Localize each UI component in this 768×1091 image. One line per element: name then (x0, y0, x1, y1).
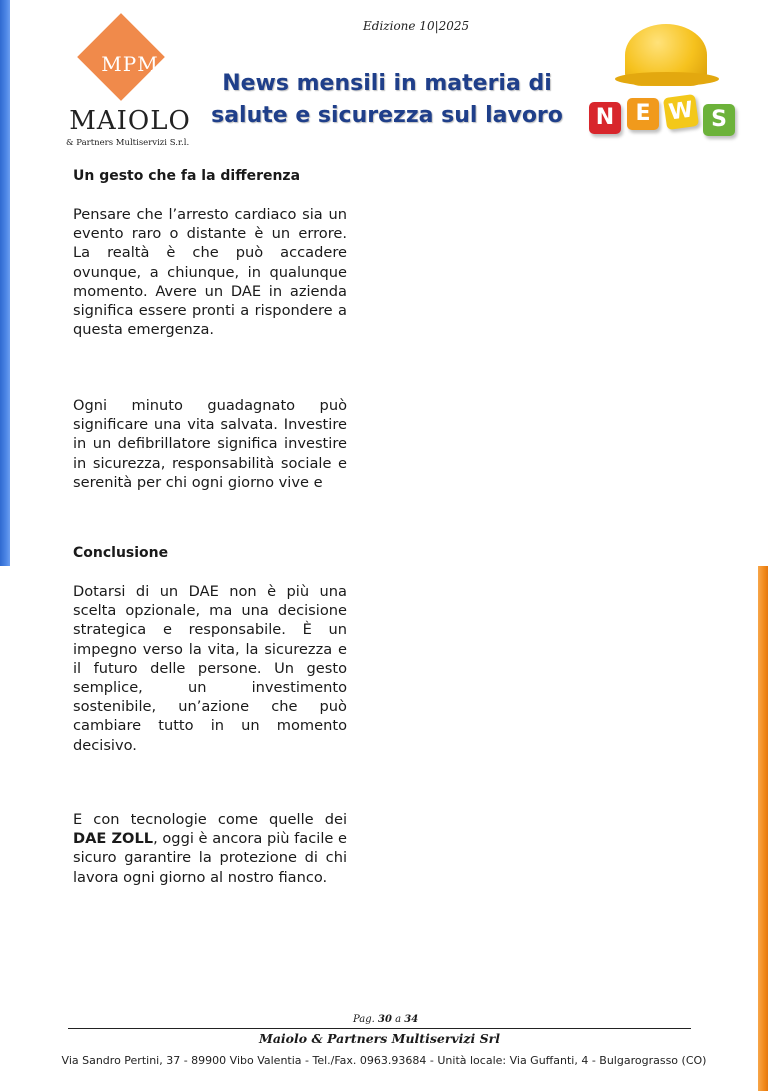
footer-company-name: Maiolo & Partners Multiservizi Srl (259, 1031, 500, 1046)
news-illustration (585, 18, 755, 158)
dae-zoll-text-before: E con tecnologie come quelle dei (73, 811, 347, 828)
title-line-2: salute e sicurezza sul lavoro (211, 103, 563, 128)
hard-hat-brim (615, 72, 719, 86)
edition-label: Edizione 10|2025 (363, 19, 470, 33)
dae-zoll-bold: DAE ZOLL (73, 830, 154, 848)
paragraph-dae-zoll (73, 810, 347, 887)
section-heading-conclusione: Conclusione (73, 545, 169, 561)
logo-mark-text: MPM (101, 52, 159, 76)
news-cube-e: E (627, 98, 659, 130)
news-cube-n: N (589, 102, 621, 134)
footer-divider (68, 1028, 691, 1029)
newsletter-title (206, 68, 568, 132)
company-logo (62, 22, 198, 152)
page-separator: a (395, 1014, 402, 1025)
logo-subtitle-text: & Partners Multiservizi S.r.l. (66, 138, 190, 148)
title-line-1: News mensili in materia di (222, 71, 552, 96)
page-total: 34 (404, 1014, 419, 1025)
logo-name-text: MAIOLO (69, 106, 191, 136)
dae-zoll-text-after: , oggi è ancora più facile e sicuro garantire la protezione di chi lavora ogni giorno al nostro fianco. (73, 830, 347, 886)
page-current: 30 (378, 1014, 392, 1025)
right-orange-accent-bar (758, 566, 768, 1091)
paragraph-arresto-cardiaco: Pensare che l’arresto cardiaco sia un evento raro o distante è un errore. La realtà è che può accadere ovunque, a chiunque, in qualunque momento. Avere un DAE in azienda significa essere pronti a rispondere a questa emergenza. (73, 206, 347, 339)
section-heading-gesto: Un gesto che fa la differenza (73, 168, 301, 184)
page-number (353, 1014, 423, 1025)
page-prefix: Pag. (353, 1014, 375, 1025)
left-blue-accent-bar (0, 0, 10, 566)
paragraph-conclusione: Dotarsi di un DAE non è più una scelta opzionale, ma una decisione strategica e responsabile. È un impegno verso la vita, la sicurezza e il futuro delle persone. Un gesto semplice, un investimento sostenibile, un’azione che può cambiare tutto in un momento decisivo. (73, 583, 347, 754)
footer-address: Via Sandro Pertini, 37 - 89900 Vibo Valentia - Tel./Fax. 0963.93684 - Unità locale: Via Guffanti, 4 - Bulgarograsso (CO) (61, 1054, 707, 1067)
paragraph-ogni-minuto: Ogni minuto guadagnato può significare una vita salvata. Investire in un defibrillatore significa investire in sicurezza, responsabilità sociale e serenità per chi ogni giorno vive e (73, 397, 347, 491)
news-cube-s: S (703, 104, 735, 136)
news-cube-w: W (663, 94, 699, 130)
